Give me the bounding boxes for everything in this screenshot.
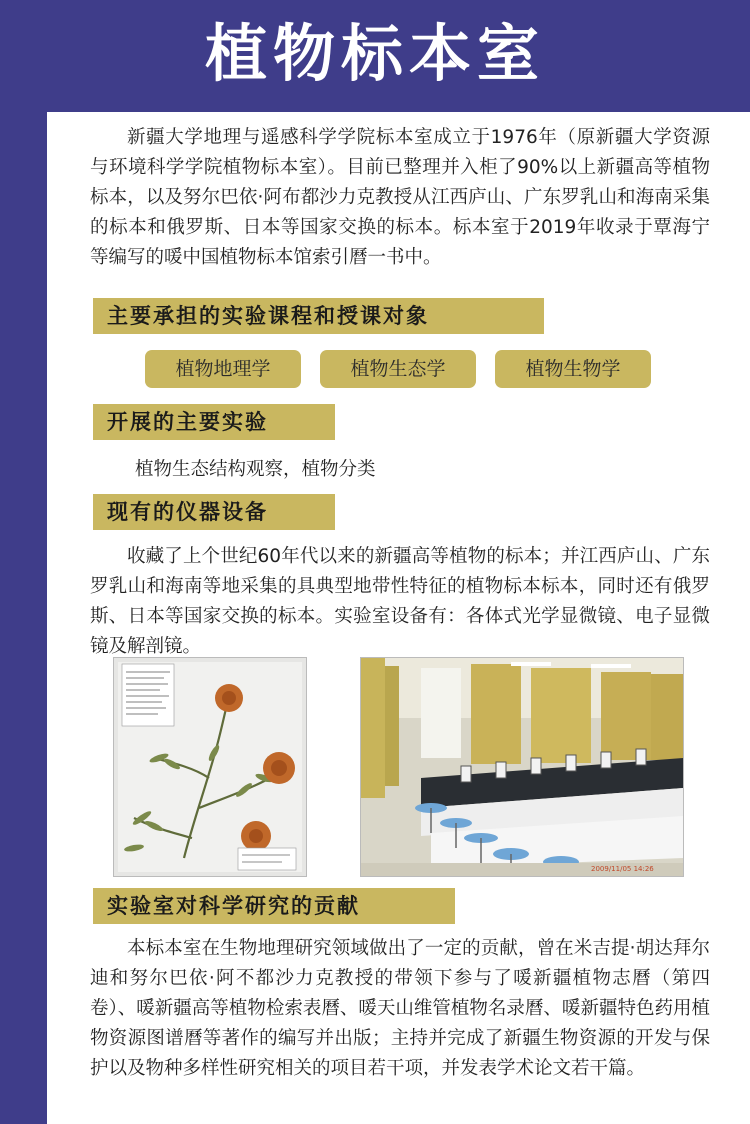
experiments-text: 植物生态结构观察，植物分类 [135,459,376,480]
section-contribution-heading: 实验室对科学研究的贡献 [107,894,360,918]
course-pill-biology: 植物生物学 [495,350,651,388]
section-equipment-heading: 现有的仪器设备 [107,500,268,524]
course-pill-geography: 植物地理学 [145,350,301,388]
specimen-image [114,658,306,876]
section-experiments-bar [93,404,335,440]
page-title: 植物标本室 [204,17,545,90]
header-banner [0,0,750,112]
section-experiments-heading: 开展的主要实验 [107,410,268,434]
section-equipment-bar [93,494,335,530]
section-courses-heading: 主要承担的实验课程和授课对象 [107,304,429,328]
lab-photo [360,657,684,877]
lab-image [361,658,683,876]
section-contribution-bar [93,888,455,924]
specimen-photo [113,657,307,877]
course-pill-ecology: 植物生态学 [320,350,476,388]
equipment-paragraph: 收藏了上个世纪60年代以来的新疆高等植物的标本；并江西庐山、广东罗乳山和海南等地采集的具典型地带性特征的植物标本标本，同时还有俄罗斯、日本等国家交换的标本。实验室设备有：各体式光学显微镜、电子显微镜及解剖镜。 [90,546,710,657]
section-courses-bar [93,298,544,334]
contribution-paragraph: 本标本室在生物地理研究领域做出了一定的贡献，曾在米吉提·胡达拜尔迪和努尔巴依·阿不都沙力克教授的带领下参与了喛新疆植物志曆（第四卷）、喛新疆高等植物检索表曆、喛天山维管植物名录曆、喛新疆特色药用植物资源图谱曆等著作的编写并出版；主持并完成了新疆生物资源的开发与保护以及物种多样性研究相关的项目若干项，并发表学术论文若干篇。 [90,938,710,1079]
lab-photo-timestamp: 2009/11/05 14:26 [591,865,654,873]
intro-paragraph: 新疆大学地理与遥感科学学院标本室成立于1976年（原新疆大学资源与环境科学学院植物标本室）。目前已整理并入柜了90%以上新疆高等植物标本，以及努尔巴依·阿布都沙力克教授从江西庐山、广东罗乳山和海南采集的标本和俄罗斯、日本等国家交换的标本。标本室于2019年收录于覃海宁等编写的喛中国植物标本馆索引曆一书中。 [90,127,710,268]
